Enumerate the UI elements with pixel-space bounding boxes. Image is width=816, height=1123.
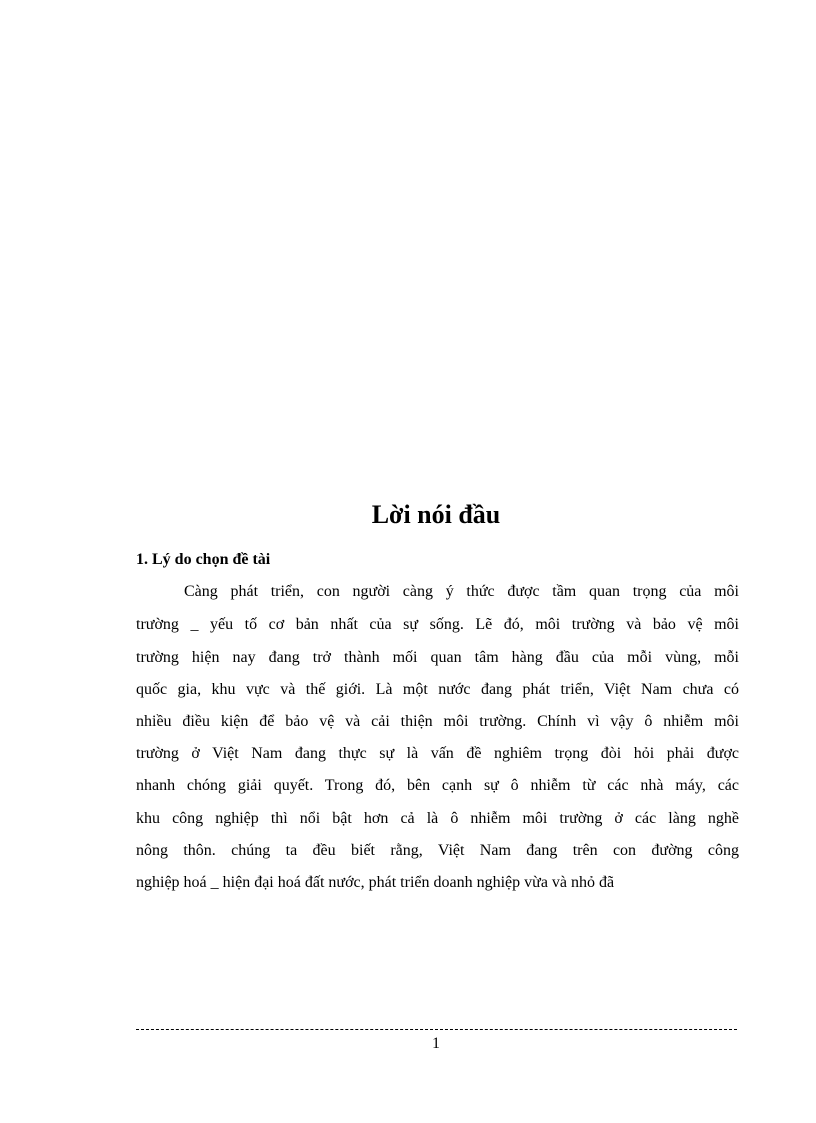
paragraph-line: trường hiện nay đang trở thành mối quan tâm hàng đầu của mỗi vùng, mỗi [136,649,739,666]
paragraph-line: nghiệp hoá _ hiện đại hoá đất nước, phát triển doanh nghiệp vừa và nhỏ đã [136,874,615,891]
paragraph-line: nông thôn. chúng ta đều biết rằng, Việt Nam đang trên con đường công [136,842,739,859]
footer-divider [136,1029,737,1030]
paragraph-line: trường _ yếu tố cơ bản nhất của sự sống. Lẽ đó, môi trường và bảo vệ môi [136,616,739,633]
paragraph-line: quốc gia, khu vực và thế giới. Là một nước đang phát triển, Việt Nam chưa có [136,681,739,698]
paragraph-line: trường ở Việt Nam đang thực sự là vấn đề nghiêm trọng đòi hỏi phải được [136,745,739,762]
page-number: 1 [432,1035,440,1052]
paragraph-line: Càng phát triển, con người càng ý thức được tầm quan trọng của môi [184,583,739,600]
page-title: Lời nói đầu [371,500,501,529]
paragraph-line: nhiều điều kiện để bảo vệ và cải thiện môi trường. Chính vì vậy ô nhiễm môi [136,713,739,730]
paragraph-line: nhanh chóng giải quyết. Trong đó, bên cạnh sự ô nhiễm từ các nhà máy, các [136,777,739,794]
paragraph-line: khu công nghiệp thì nổi bật hơn cả là ô nhiễm môi trường ở các làng nghề [136,810,739,827]
section-heading: 1. Lý do chọn đề tài [136,551,271,568]
